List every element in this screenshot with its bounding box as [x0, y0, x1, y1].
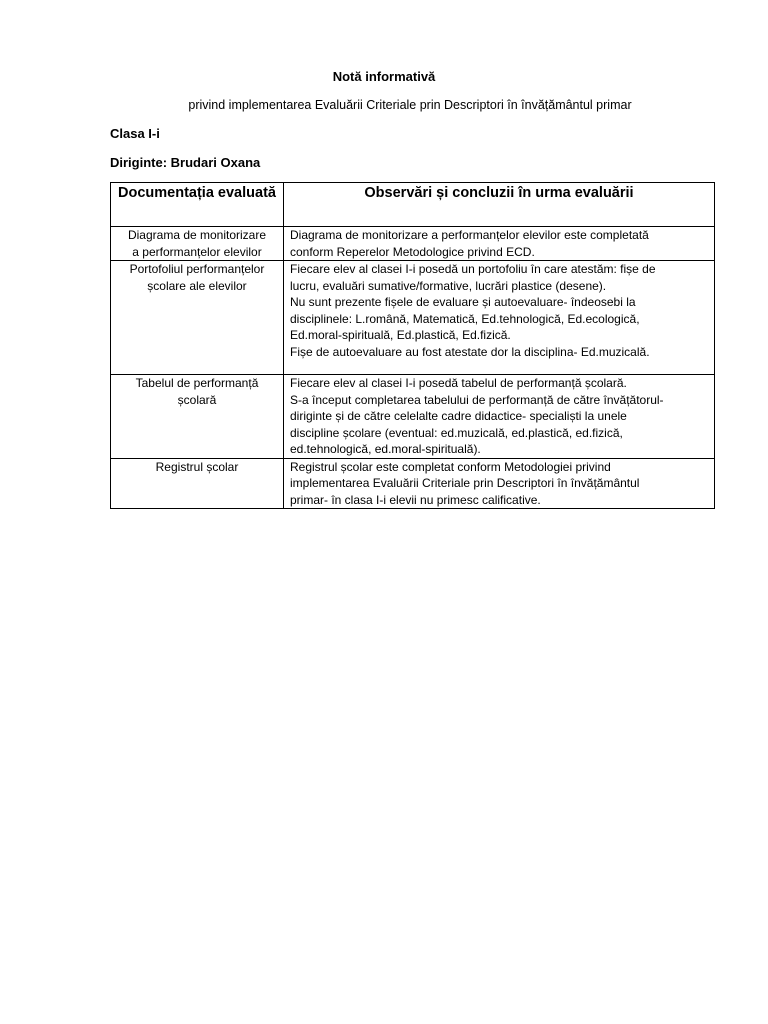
cell-line: conform Reperelor Metodologice privind ECD. — [290, 244, 535, 259]
header-documentation: Documentația evaluată — [111, 183, 284, 227]
cell-line: diriginte și de către celelalte cadre didactice- specialiști la unele — [290, 409, 627, 423]
cell-line: discipline școlare (eventual: ed.muzicală, ed.plastică, ed.fizică, — [290, 425, 623, 440]
row-observations-cell — [284, 375, 715, 459]
header-observations: Observări și concluzii în urma evaluării — [284, 183, 715, 227]
cell-line: primar- în clasa I-i elevii nu primesc calificative. — [290, 492, 541, 507]
cell-line: a performanțelor elevilor — [132, 244, 262, 259]
table-row — [111, 375, 715, 459]
table-row — [111, 261, 715, 375]
class-label: Clasa I-i — [110, 126, 160, 141]
table-row — [111, 227, 715, 261]
cell-line: Nu sunt prezente fișele de evaluare și autoevaluare- îndeosebi la — [290, 295, 636, 309]
table-header-row — [111, 183, 715, 227]
document-title: Notă informativă — [332, 69, 436, 84]
cell-line: Fiecare elev al clasei I-i posedă un portofoliu în care atestăm: fișe de — [290, 262, 656, 276]
cell-line: implementarea Evaluării Criteriale prin Descriptori în învățământul — [290, 476, 640, 490]
cell-line: S-a început completarea tabelului de performanță de către învățătorul- — [290, 392, 664, 407]
row-documentation-cell — [111, 227, 284, 261]
row-documentation-cell — [111, 261, 284, 375]
row-observations-cell — [284, 227, 715, 261]
row-documentation-cell — [111, 458, 284, 509]
cell-line: Registrul școlar este completat conform Metodologiei privind — [290, 459, 611, 474]
row-documentation-cell — [111, 375, 284, 459]
cell-line: Registrul școlar — [155, 459, 239, 474]
teacher-label: Diriginte: Brudari Oxana — [110, 155, 261, 170]
cell-line: Diagrama de monitorizare a performanțelor elevilor este completată — [290, 228, 649, 242]
table-row — [111, 458, 715, 509]
cell-line: disciplinele: L.română, Matematică, Ed.tehnologică, Ed.ecologică, — [290, 311, 640, 326]
cell-line: Diagrama de monitorizare — [127, 228, 267, 242]
cell-line: Fiecare elev al clasei I-i posedă tabelul de performanță școlară. — [290, 376, 627, 390]
cell-line: lucru, evaluări sumative/formative, lucrări plastice (desene). — [290, 278, 607, 293]
cell-line: școlare ale elevilor — [147, 278, 247, 293]
cell-line: Ed.moral-spirituală, Ed.plastică, Ed.fizică. — [290, 328, 511, 342]
cell-line: Portofoliul performanțelor — [129, 262, 265, 276]
cell-line: Tabelul de performanță — [135, 376, 259, 390]
evaluation-table — [110, 182, 715, 509]
cell-line: ed.tehnologică, ed.moral-spirituală). — [290, 442, 481, 456]
cell-line: școlară — [177, 392, 217, 407]
document-subtitle: privind implementarea Evaluării Criteriale prin Descriptori în învățământul primar — [188, 98, 632, 112]
row-observations-cell — [284, 458, 715, 509]
row-observations-cell — [284, 261, 715, 375]
cell-line: Fișe de autoevaluare au fost atestate dor la disciplina- Ed.muzicală. — [290, 344, 650, 359]
